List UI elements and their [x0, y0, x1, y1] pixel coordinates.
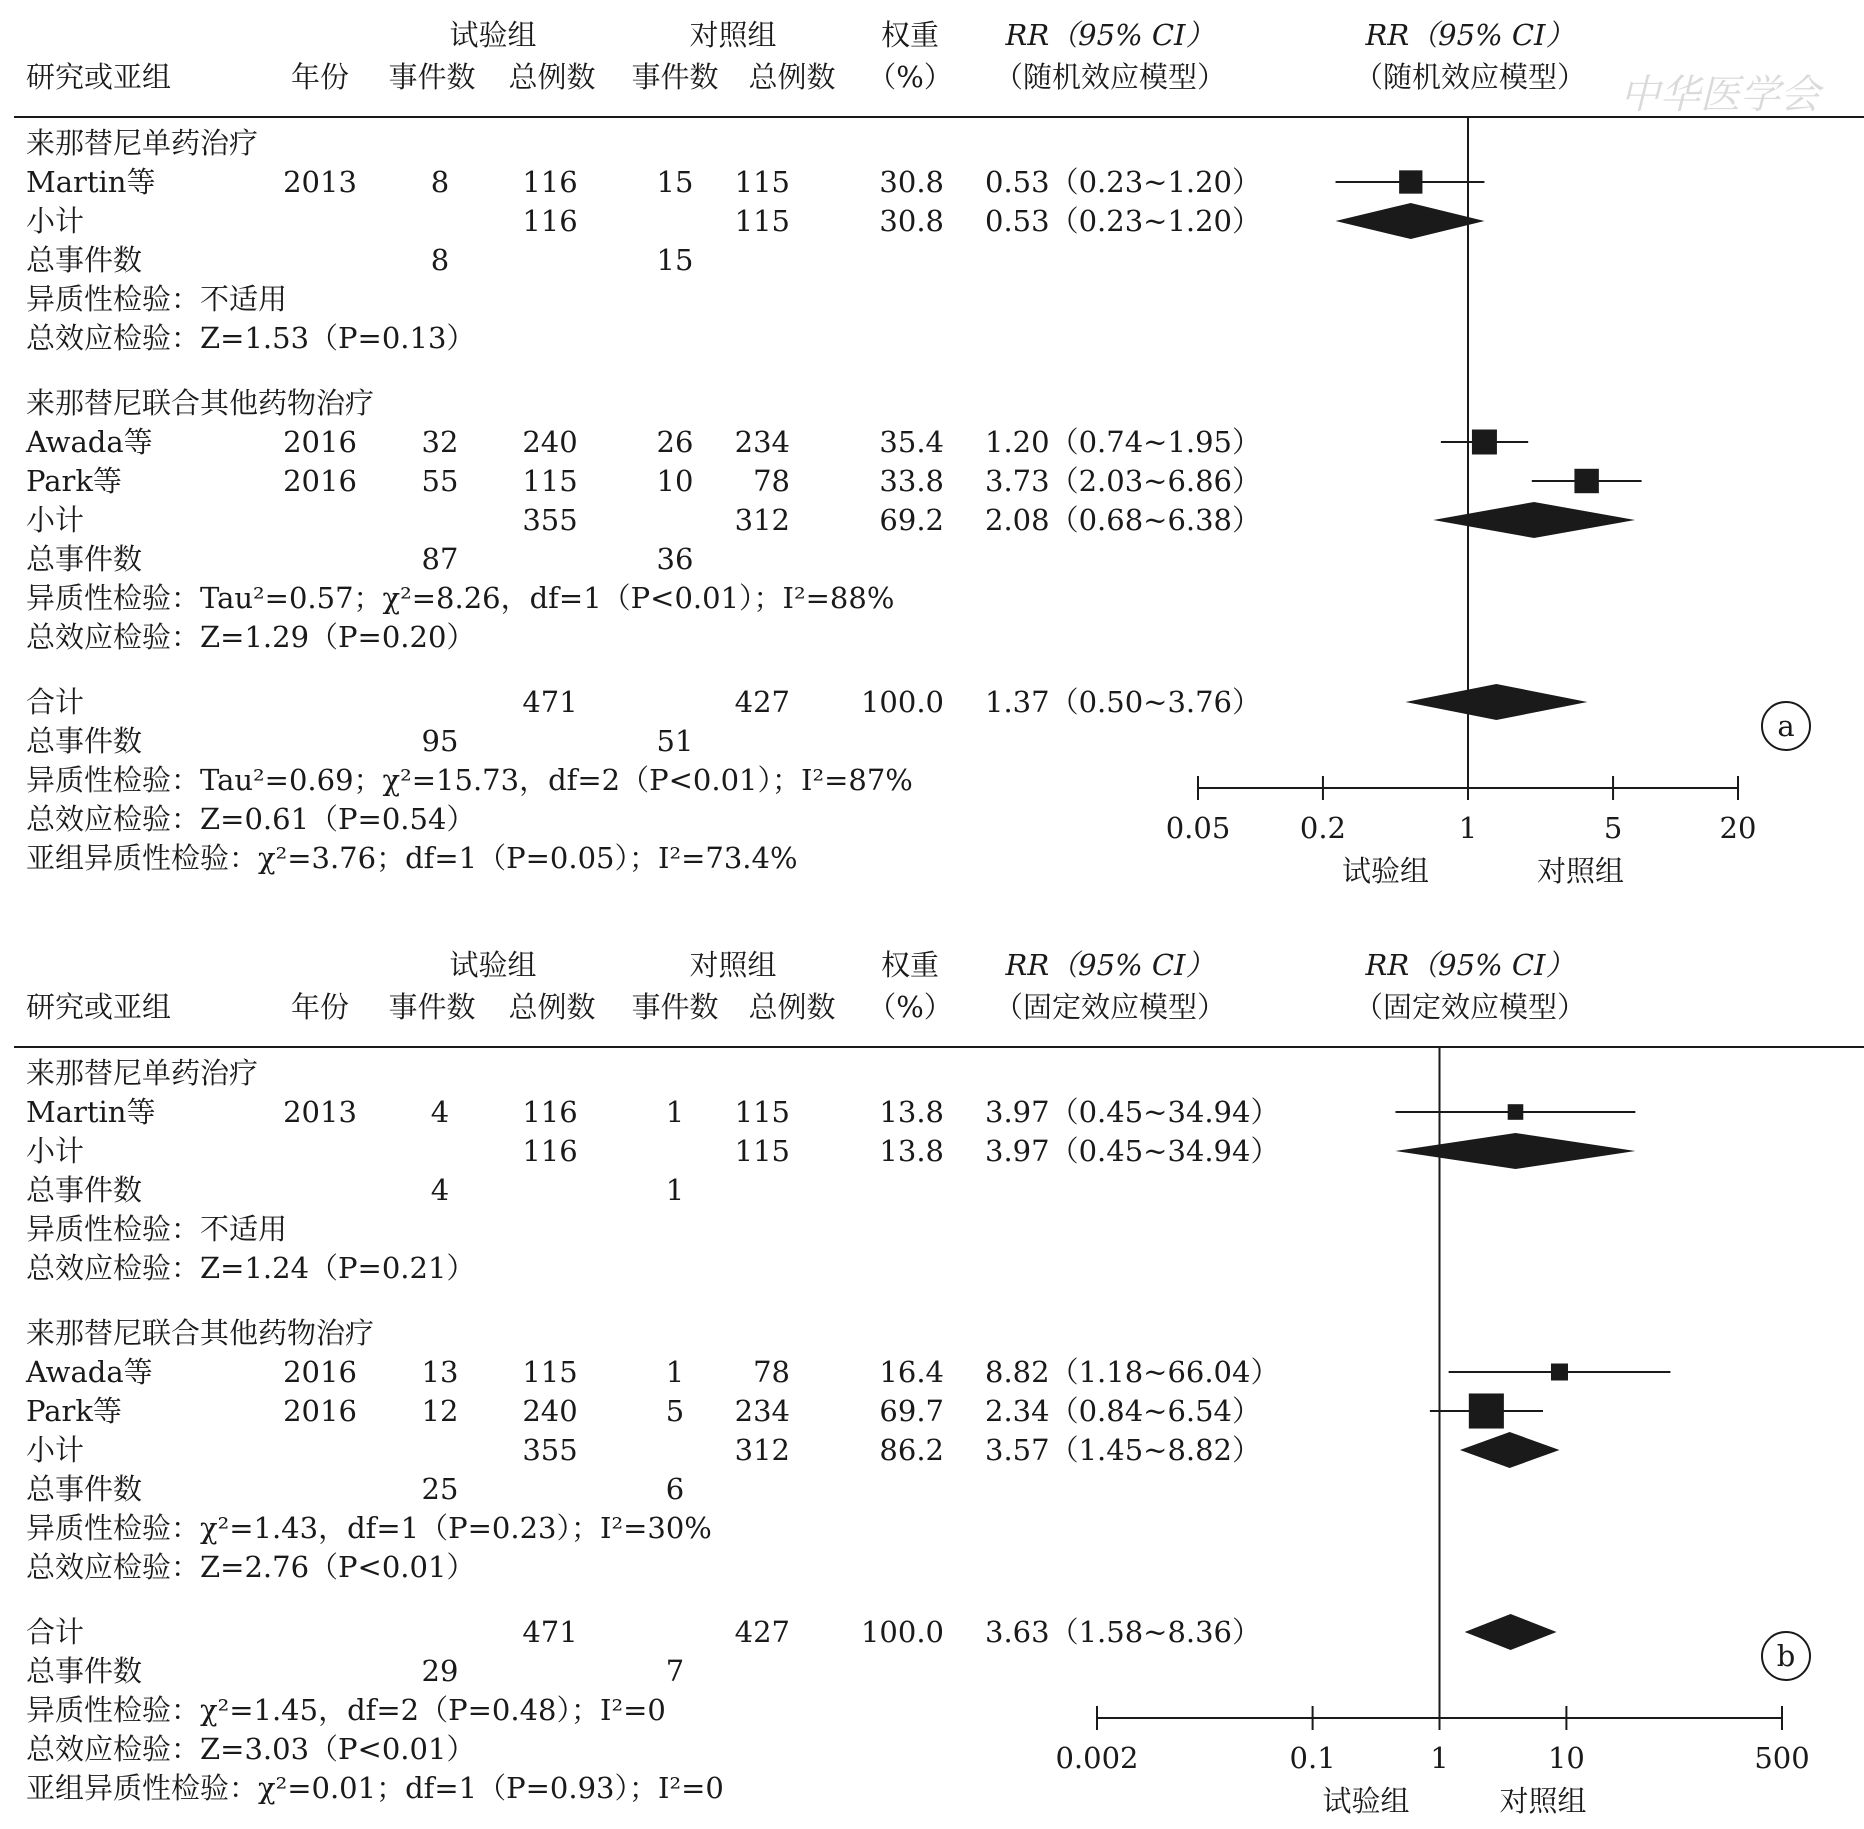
study-rr: 3.73（2.03~6.86） [985, 464, 1262, 498]
header-year: 年份 [290, 60, 350, 94]
panel-label: b [1776, 1639, 1796, 1673]
subtotal-diamond [1460, 1432, 1560, 1468]
subtotal-label: 小计 [26, 1134, 85, 1168]
x-axis-tick-label: 500 [1754, 1741, 1810, 1775]
study-point [1469, 1393, 1504, 1428]
header-plot-rr: RR（95% CI） [1365, 948, 1575, 982]
total-events-exp: 87 [421, 542, 459, 576]
study-exp-events: 12 [421, 1394, 459, 1428]
study-ctrl-events: 26 [656, 425, 694, 459]
total-overall-effect: 总效应检验：Z=3.03（P<0.01） [26, 1732, 476, 1766]
overall-effect-test: 总效应检验：Z=1.29（P=0.20） [26, 620, 476, 654]
study-exp-events: 55 [421, 464, 459, 498]
study-name: Awada等 [26, 425, 153, 459]
study-exp-total: 115 [522, 464, 578, 498]
total-events-ctrl: 36 [656, 542, 694, 576]
x-axis-tick-label: 5 [1603, 811, 1623, 845]
total-weight: 100.0 [860, 685, 944, 719]
study-exp-events: 4 [430, 1095, 450, 1129]
study-weight: 16.4 [879, 1355, 944, 1389]
subtotal-label: 小计 [26, 503, 85, 537]
total-exp-total: 471 [522, 1615, 578, 1649]
subgroup-title: 来那替尼单药治疗 [26, 126, 259, 160]
header-exp-total: 总例数 [508, 60, 596, 94]
subgroup-title: 来那替尼联合其他药物治疗 [26, 386, 375, 420]
overall-effect-test: 总效应检验：Z=1.53（P=0.13） [26, 321, 476, 355]
total-events-ctrl: 51 [656, 724, 694, 758]
subgroup-difference-test: 亚组异质性检验：χ²=3.76；df=1（P=0.05）；I²=73.4% [26, 841, 798, 875]
study-name: Martin等 [26, 1095, 156, 1129]
study-year: 2016 [283, 1394, 357, 1428]
subtotal-rr: 3.97（0.45~34.94） [985, 1134, 1280, 1168]
study-ctrl-total: 234 [734, 1394, 790, 1428]
x-axis-tick-label: 20 [1719, 811, 1757, 845]
header-ctrl-events: 事件数 [631, 990, 719, 1024]
study-rr: 0.53（0.23~1.20） [985, 165, 1262, 199]
header-group-ctrl: 对照组 [689, 948, 777, 982]
total-events-label: 总事件数 [26, 542, 143, 576]
subtotal-exp-total: 355 [522, 503, 578, 537]
subtotal-rr: 0.53（0.23~1.20） [985, 204, 1262, 238]
header-weight-unit: （%） [867, 60, 953, 94]
study-rr: 2.34（0.84~6.54） [985, 1394, 1262, 1428]
header-study: 研究或亚组 [26, 60, 172, 94]
subtotal-weight: 13.8 [879, 1134, 944, 1168]
total-overall-effect: 总效应检验：Z=0.61（P=0.54） [26, 802, 476, 836]
axis-favours-exp: 试验组 [1341, 854, 1429, 888]
study-rr: 1.20（0.74~1.95） [985, 425, 1262, 459]
total-label: 合计 [26, 1615, 85, 1649]
header-plot-rr: RR（95% CI） [1365, 18, 1575, 52]
subtotal-exp-total: 355 [522, 1433, 578, 1467]
study-year: 2016 [283, 425, 357, 459]
study-ctrl-events: 1 [665, 1355, 685, 1389]
header-plot-model: （固定效应模型） [1353, 990, 1587, 1024]
study-ctrl-total: 234 [734, 425, 790, 459]
heterogeneity-test: 异质性检验：不适用 [26, 1212, 288, 1246]
subgroup-title: 来那替尼单药治疗 [26, 1056, 259, 1090]
subtotal-rr: 3.57（1.45~8.82） [985, 1433, 1262, 1467]
study-ctrl-events: 15 [656, 165, 694, 199]
subtotal-weight: 86.2 [879, 1433, 944, 1467]
x-axis-tick-label: 10 [1547, 1741, 1585, 1775]
total-diamond [1465, 1614, 1557, 1650]
study-rr: 8.82（1.18~66.04） [985, 1355, 1280, 1389]
total-events-exp: 29 [421, 1654, 459, 1688]
study-year: 2016 [283, 464, 357, 498]
study-exp-total: 240 [522, 1394, 578, 1428]
study-exp-total: 116 [522, 1095, 578, 1129]
total-heterogeneity: 异质性检验：χ²=1.45，df=2（P=0.48）；I²=0 [26, 1693, 666, 1727]
study-point [1574, 469, 1598, 493]
header-group-exp: 试验组 [449, 948, 537, 982]
x-axis-tick-label: 0.1 [1289, 1741, 1336, 1775]
total-events-label: 总事件数 [26, 1654, 143, 1688]
study-name: Park等 [26, 464, 122, 498]
overall-effect-test: 总效应检验：Z=1.24（P=0.21） [26, 1251, 476, 1285]
study-exp-total: 116 [522, 165, 578, 199]
total-rr: 1.37（0.50~3.76） [985, 685, 1262, 719]
total-events-label: 总事件数 [26, 1173, 143, 1207]
study-point [1551, 1363, 1568, 1380]
subtotal-diamond [1336, 203, 1485, 239]
header-weight-unit: （%） [867, 990, 953, 1024]
total-events-ctrl: 6 [665, 1472, 685, 1506]
heterogeneity-test: 异质性检验：不适用 [26, 282, 288, 316]
axis-favours-exp: 试验组 [1322, 1784, 1410, 1818]
study-weight: 30.8 [879, 165, 944, 199]
subtotal-rr: 2.08（0.68~6.38） [985, 503, 1262, 537]
forest-panel-b [14, 948, 1864, 1818]
header-rr: RR（95% CI） [1005, 948, 1215, 982]
study-ctrl-total: 78 [753, 464, 790, 498]
study-weight: 13.8 [879, 1095, 944, 1129]
total-events-label: 总事件数 [26, 724, 143, 758]
header-year: 年份 [290, 990, 350, 1024]
study-ctrl-total: 78 [753, 1355, 790, 1389]
header-plot-model: （随机效应模型） [1353, 60, 1587, 94]
total-events-exp: 4 [430, 1173, 450, 1207]
total-label: 合计 [26, 685, 85, 719]
study-ctrl-events: 10 [656, 464, 694, 498]
subtotal-ctrl-total: 312 [734, 1433, 790, 1467]
study-exp-events: 13 [421, 1355, 459, 1389]
heterogeneity-test: 异质性检验：χ²=1.43，df=1（P=0.23）；I²=30% [26, 1511, 712, 1545]
total-events-ctrl: 15 [656, 243, 694, 277]
x-axis-tick-label: 0.2 [1299, 811, 1347, 845]
header-exp-total: 总例数 [508, 990, 596, 1024]
header-ctrl-events: 事件数 [631, 60, 719, 94]
total-events-label: 总事件数 [26, 243, 143, 277]
header-weight: 权重 [880, 948, 940, 982]
total-ctrl-total: 427 [734, 685, 790, 719]
subtotal-exp-total: 116 [522, 1134, 578, 1168]
study-weight: 33.8 [879, 464, 944, 498]
study-point [1399, 170, 1422, 193]
axis-favours-ctrl: 对照组 [1499, 1784, 1587, 1818]
study-exp-total: 115 [522, 1355, 578, 1389]
watermark: 中华医学会 [1620, 72, 1820, 118]
total-events-exp: 25 [421, 1472, 459, 1506]
subtotal-ctrl-total: 115 [734, 204, 790, 238]
header-group-exp: 试验组 [449, 18, 537, 52]
header-weight: 权重 [880, 18, 940, 52]
study-name: Martin等 [26, 165, 156, 199]
total-rr: 3.63（1.58~8.36） [985, 1615, 1262, 1649]
header-group-ctrl: 对照组 [689, 18, 777, 52]
study-point [1472, 430, 1497, 455]
study-name: Park等 [26, 1394, 122, 1428]
study-exp-total: 240 [522, 425, 578, 459]
total-diamond [1406, 684, 1588, 720]
header-study: 研究或亚组 [26, 990, 172, 1024]
total-events-label: 总事件数 [26, 1472, 143, 1506]
study-point [1508, 1104, 1524, 1120]
x-axis-tick-label: 1 [1458, 811, 1478, 845]
header-rr-model: （固定效应模型） [993, 990, 1227, 1024]
study-ctrl-events: 1 [665, 1095, 685, 1129]
subtotal-exp-total: 116 [522, 204, 578, 238]
subtotal-ctrl-total: 312 [734, 503, 790, 537]
subtotal-label: 小计 [26, 1433, 85, 1467]
subtotal-weight: 69.2 [879, 503, 944, 537]
total-events-exp: 95 [421, 724, 459, 758]
subtotal-weight: 30.8 [879, 204, 944, 238]
total-weight: 100.0 [860, 1615, 944, 1649]
subtotal-label: 小计 [26, 204, 85, 238]
header-ctrl-total: 总例数 [748, 990, 836, 1024]
study-name: Awada等 [26, 1355, 153, 1389]
total-heterogeneity: 异质性检验：Tau²=0.69；χ²=15.73，df=2（P<0.01）；I²=87% [26, 763, 913, 797]
study-year: 2013 [283, 165, 357, 199]
total-events-exp: 8 [430, 243, 450, 277]
x-axis-tick-label: 1 [1430, 1741, 1449, 1775]
study-year: 2013 [283, 1095, 357, 1129]
header-exp-events: 事件数 [388, 990, 476, 1024]
study-rr: 3.97（0.45~34.94） [985, 1095, 1280, 1129]
study-weight: 69.7 [879, 1394, 944, 1428]
forest-panel-a [14, 18, 1864, 888]
subtotal-diamond [1395, 1133, 1635, 1169]
x-axis-tick-label: 0.05 [1165, 811, 1231, 845]
heterogeneity-test: 异质性检验：Tau²=0.57；χ²=8.26，df=1（P<0.01）；I²=88% [26, 581, 895, 615]
subtotal-ctrl-total: 115 [734, 1134, 790, 1168]
x-axis-tick-label: 0.002 [1055, 1741, 1139, 1775]
subgroup-title: 来那替尼联合其他药物治疗 [26, 1316, 375, 1350]
header-rr: RR（95% CI） [1005, 18, 1215, 52]
study-ctrl-total: 115 [734, 1095, 790, 1129]
study-weight: 35.4 [879, 425, 944, 459]
header-exp-events: 事件数 [388, 60, 476, 94]
total-ctrl-total: 427 [734, 1615, 790, 1649]
subgroup-difference-test: 亚组异质性检验：χ²=0.01；df=1（P=0.93）；I²=0 [26, 1771, 724, 1805]
total-exp-total: 471 [522, 685, 578, 719]
total-events-ctrl: 7 [665, 1654, 685, 1688]
header-rr-model: （随机效应模型） [993, 60, 1227, 94]
subtotal-diamond [1433, 502, 1635, 538]
study-year: 2016 [283, 1355, 357, 1389]
total-events-ctrl: 1 [665, 1173, 685, 1207]
overall-effect-test: 总效应检验：Z=2.76（P<0.01） [26, 1550, 476, 1584]
study-ctrl-events: 5 [665, 1394, 685, 1428]
study-exp-events: 8 [430, 165, 450, 199]
study-exp-events: 32 [421, 425, 459, 459]
header-ctrl-total: 总例数 [748, 60, 836, 94]
study-ctrl-total: 115 [734, 165, 790, 199]
axis-favours-ctrl: 对照组 [1537, 854, 1625, 888]
panel-label: a [1777, 709, 1795, 743]
